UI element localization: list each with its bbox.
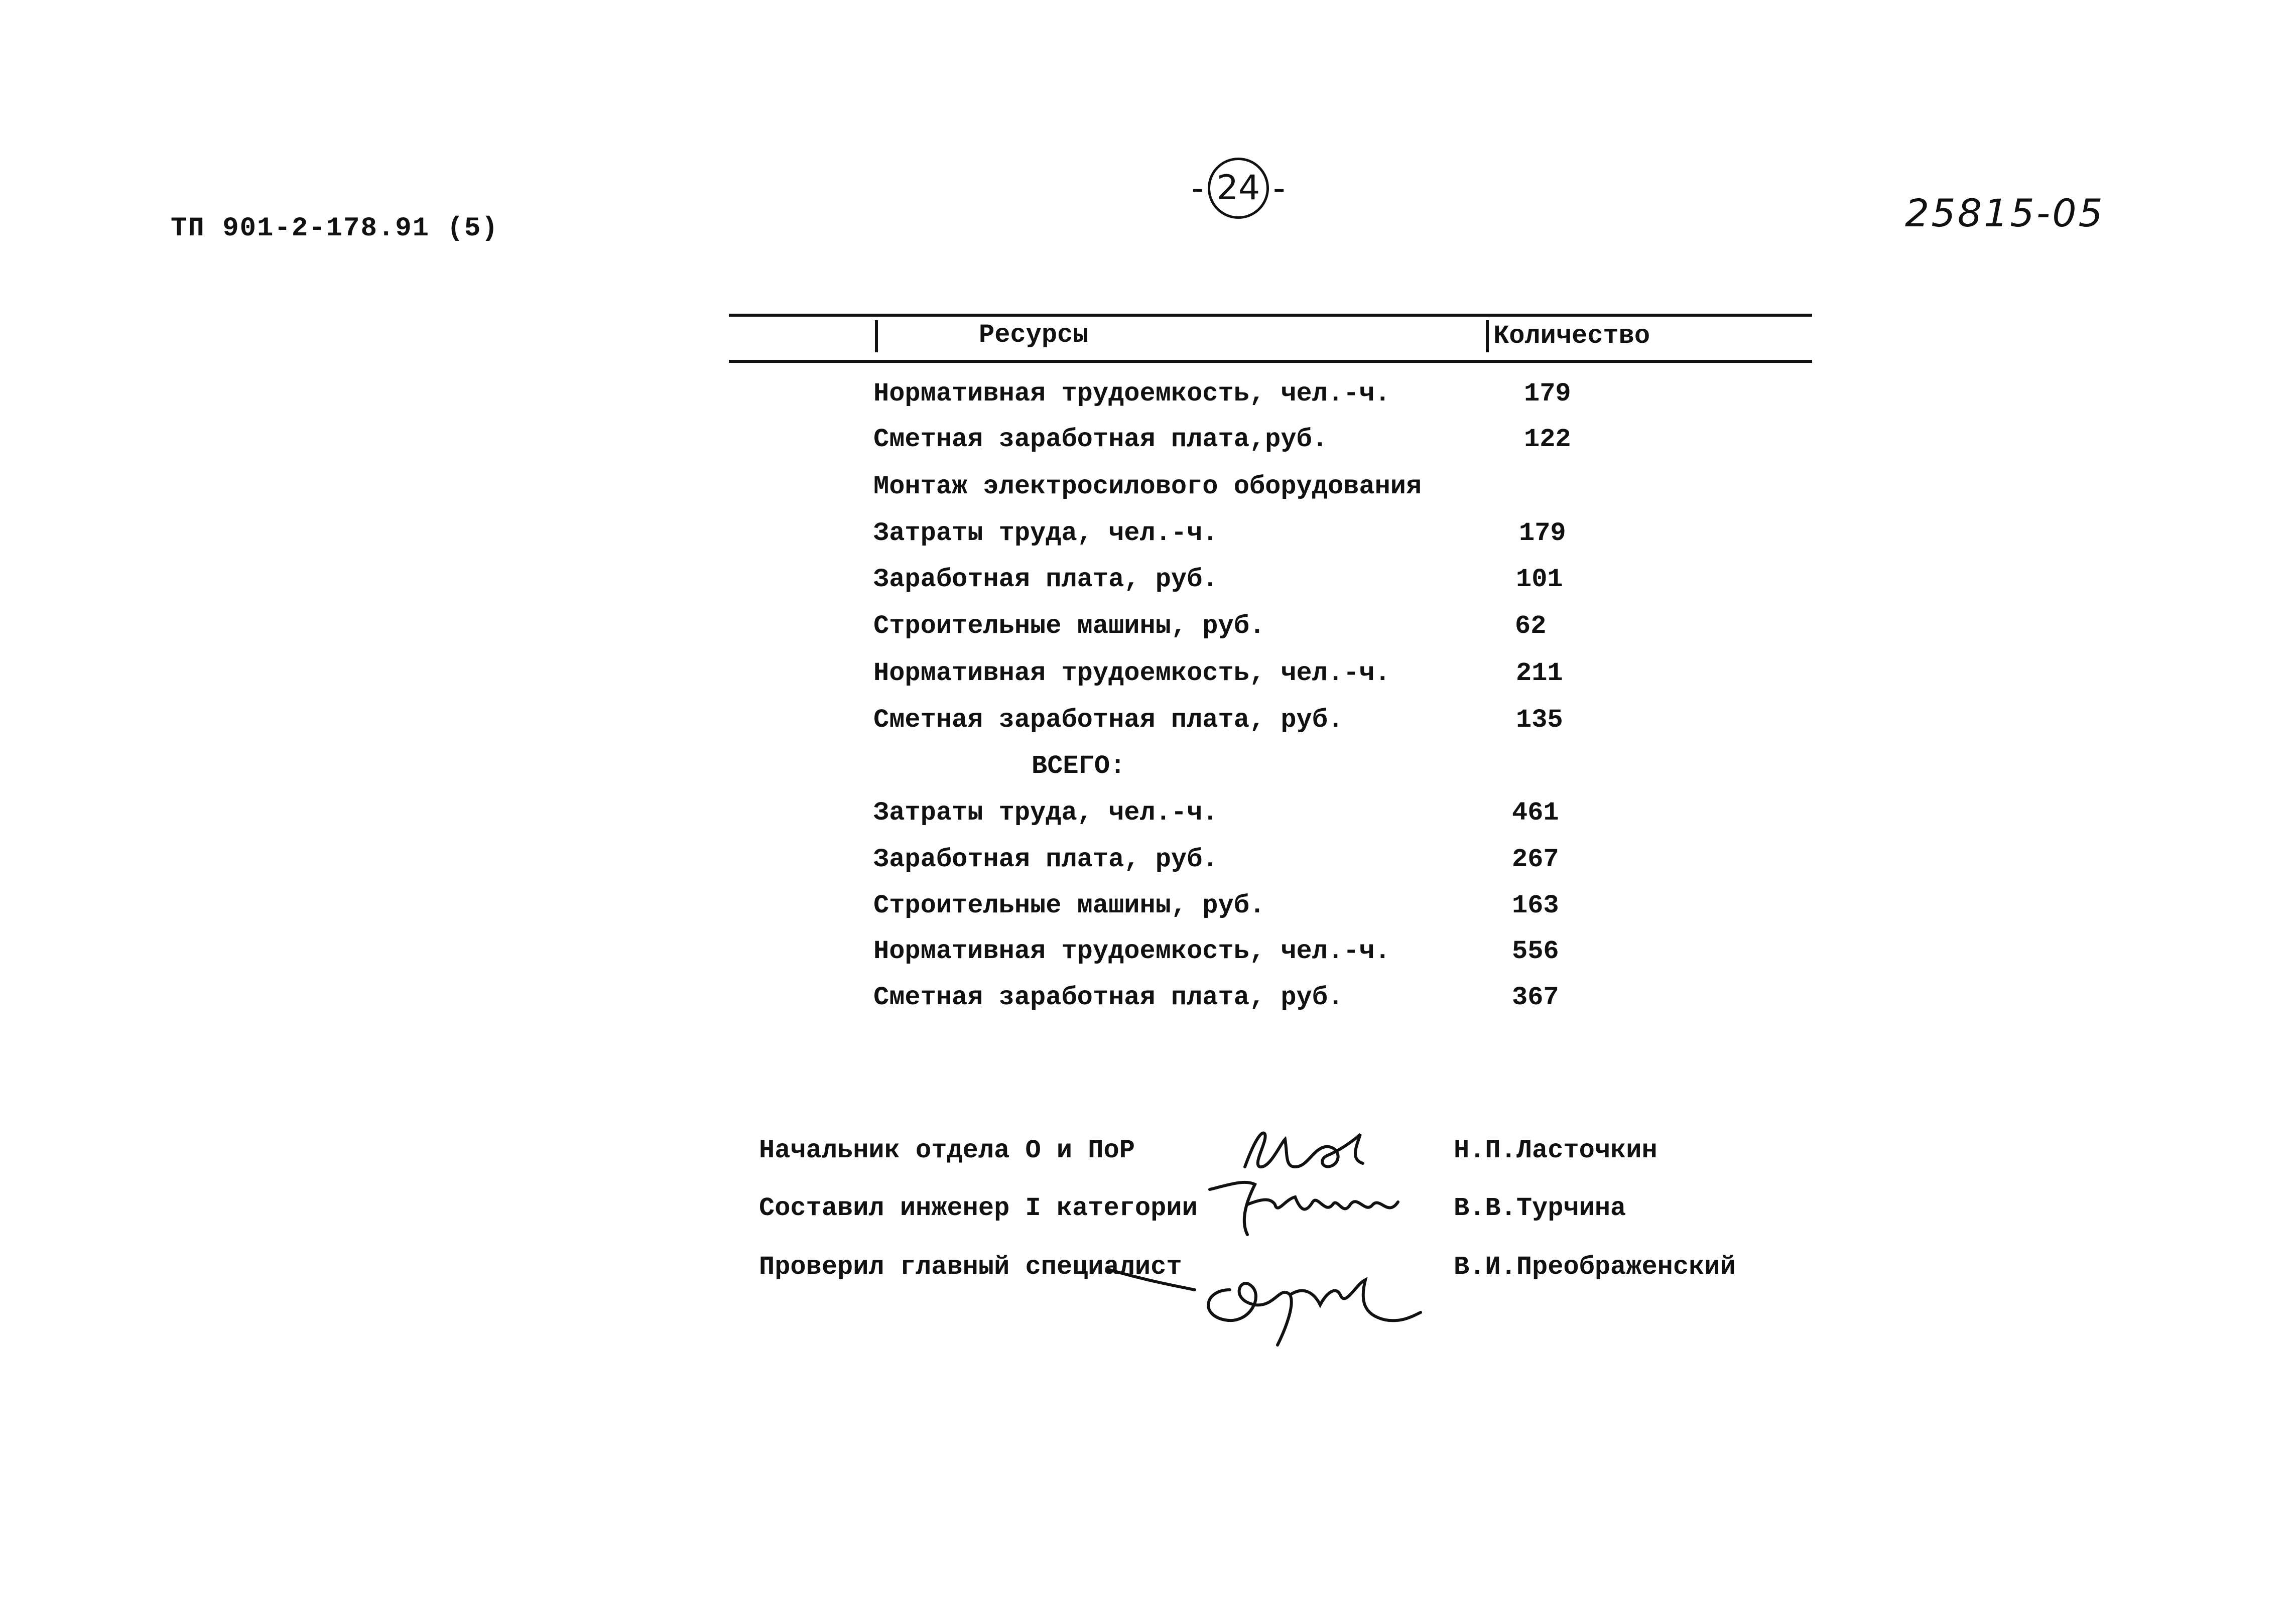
section-heading-total: ВСЕГО: bbox=[1032, 751, 1126, 781]
signature-title-head: Начальник отдела О и ПоР bbox=[759, 1136, 1135, 1165]
signature-name-author: В.В.Турчина bbox=[1454, 1193, 1626, 1223]
table-column-separator-left bbox=[875, 320, 878, 352]
row-value: 101 bbox=[1516, 565, 1563, 594]
row-value: 122 bbox=[1524, 425, 1571, 454]
row-label: Сметная заработная плата, руб. bbox=[873, 705, 1344, 735]
page-number-dash-right: - bbox=[1273, 168, 1286, 208]
signature-name-checker: В.И.Преображенский bbox=[1454, 1252, 1736, 1282]
table-row bbox=[873, 611, 1827, 651]
section-heading-electric: Монтаж электросилового оборудования bbox=[873, 472, 1422, 501]
table-row bbox=[873, 983, 1827, 1023]
document-code: ТП 901-2-178.91 (5) bbox=[171, 213, 499, 244]
row-label: Строительные машины, руб. bbox=[873, 611, 1265, 641]
signature-name-head: Н.П.Ласточкин bbox=[1454, 1136, 1657, 1165]
page-number-dash-left: - bbox=[1191, 168, 1204, 208]
table-row bbox=[873, 425, 1827, 465]
row-label: Сметная заработная плата,руб. bbox=[873, 425, 1328, 454]
table-row bbox=[873, 518, 1827, 559]
inventory-number: 25815-05 bbox=[1905, 191, 2105, 235]
table-row bbox=[873, 798, 1827, 838]
row-value: 179 bbox=[1519, 518, 1566, 548]
row-label: Заработная плата, руб. bbox=[873, 565, 1218, 594]
row-label: Нормативная трудоемкость, чел.-ч. bbox=[873, 658, 1390, 688]
row-value: 179 bbox=[1524, 379, 1571, 409]
row-value: 135 bbox=[1516, 705, 1563, 735]
table-header-rule bbox=[729, 360, 1812, 363]
row-label: Сметная заработная плата, руб. bbox=[873, 983, 1344, 1012]
table-top-rule bbox=[729, 314, 1812, 317]
row-label: Затраты труда, чел.-ч. bbox=[873, 798, 1218, 828]
table-column-separator-right bbox=[1486, 320, 1489, 352]
table-row bbox=[873, 845, 1827, 885]
page-number bbox=[1181, 156, 1296, 221]
row-label: Нормативная трудоемкость, чел.-ч. bbox=[873, 379, 1390, 409]
column-header-quantity: Количество bbox=[1493, 321, 1650, 351]
row-value: 461 bbox=[1512, 798, 1559, 828]
signature-title-checker: Проверил главный специалист bbox=[759, 1252, 1182, 1282]
page-number-circle: 24 bbox=[1208, 158, 1269, 219]
table-row bbox=[873, 658, 1827, 699]
row-value: 267 bbox=[1512, 845, 1559, 874]
table-row bbox=[873, 936, 1827, 977]
row-label: Строительные машины, руб. bbox=[873, 891, 1265, 920]
column-header-resources: Ресурсы bbox=[979, 320, 1089, 350]
signature-title-author: Составил инженер I категории bbox=[759, 1193, 1198, 1223]
table-row bbox=[873, 705, 1827, 745]
row-label: Нормативная трудоемкость, чел.-ч. bbox=[873, 936, 1390, 966]
row-value: 62 bbox=[1515, 611, 1547, 641]
signature-drawing-checker bbox=[1104, 1220, 1426, 1350]
row-value: 211 bbox=[1516, 658, 1563, 688]
table-row bbox=[873, 891, 1827, 931]
row-value: 367 bbox=[1512, 983, 1559, 1012]
row-label: Заработная плата, руб. bbox=[873, 845, 1218, 874]
row-value: 556 bbox=[1512, 936, 1559, 966]
row-label: Затраты труда, чел.-ч. bbox=[873, 518, 1218, 548]
row-value: 163 bbox=[1512, 891, 1559, 920]
table-row bbox=[873, 379, 1827, 419]
table-row bbox=[873, 565, 1827, 605]
